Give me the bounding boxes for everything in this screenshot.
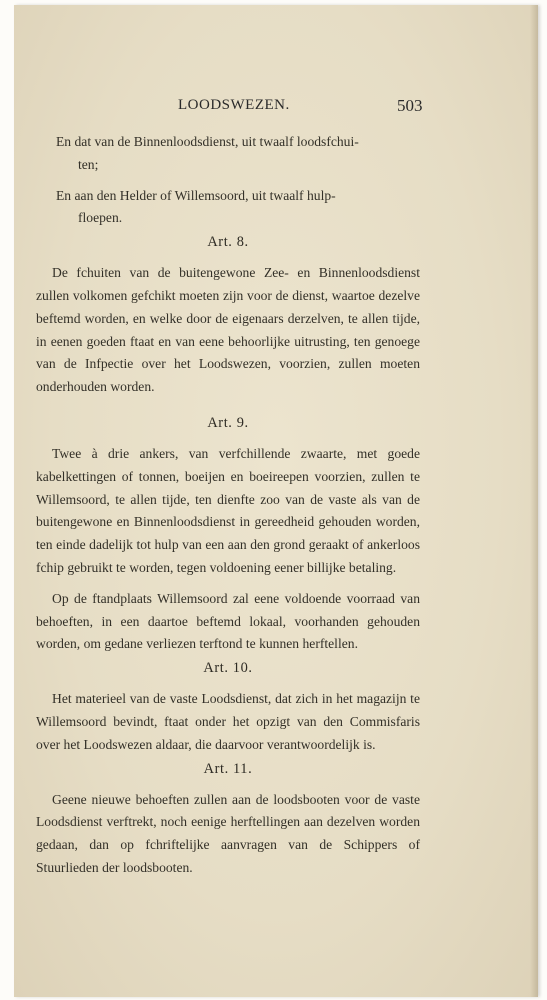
paragraph-helder (36, 185, 420, 231)
article-heading-9: Art. 9. (207, 414, 249, 431)
article-heading-11: Art. 11. (203, 760, 253, 777)
spacer (36, 435, 420, 443)
page-header (14, 97, 538, 121)
paragraph-article-11: Geene nieuwe behoeften zullen aan de loodsbooten voor de vaste Loodsdienst verftrekt, noch eenige herftellingen aan dezelven worden gedaan, dan op fchriftelijke aanvragen van de Schippers of Stuurlieden der loodsbooten. (36, 791, 420, 875)
paragraph-standplaats: Op de ftandplaats Willemsoord zal eene voldoende voorraad van behoeften, in een daartoe beftemd lokaal, voorhanden gehouden worden, om gedane verliezen terftond te kunnen herftellen. (36, 590, 420, 652)
page-number: 503 (397, 96, 423, 115)
paragraph-line: En dat van de Binnenloodsdienst, uit twaalf loodsfchui- (56, 134, 359, 149)
spacer (36, 580, 420, 588)
spacer (36, 680, 420, 688)
running-title: LOODSWEZEN. (178, 97, 290, 113)
page-edge-shadow (530, 5, 538, 997)
spacer (36, 254, 420, 262)
paragraph-binnenloodsdienst (36, 131, 420, 177)
spacer (36, 781, 420, 789)
paragraph-line: ten; (78, 156, 99, 172)
spacer (36, 399, 420, 411)
paragraph-article-9: Twee à drie ankers, van verfchillende zwaarte, met goede kabelkettingen of tonnen, boeijen en boeireepen voorzien, zullen te Willemsoord, te allen tijde, ten dienfte zoo van de vaste als van de buitengewone en Binnenloodsdienst in gereedheid gehouden worden, ten einde dadelijk tot hulp van een aan den grond geraakt of ankerloos fchip gebruikt te worden, tegen voldoening eener billijke betaling. (36, 445, 420, 575)
paragraph-line: floepen. (78, 210, 123, 226)
article-heading-8: Art. 8. (207, 234, 249, 251)
article-heading-10: Art. 10. (203, 660, 253, 677)
book-page (14, 5, 538, 997)
paragraph-article-8: De fchuiten van de buitengewone Zee- en Binnenloodsdienst zullen volkomen gefchikt moeten zijn voor de dienst, waartoe dezelve beftemd worden, en welke door de eigenaars derzelven, te allen tijde, in eenen goeden ftaat en van eene behoorlijke uitrusting, ten genoege van de Infpectie over het Loodswezen, voorzien, zullen moeten onderhouden worden. (36, 265, 420, 395)
paragraph-article-10: Het materieel van de vaste Loodsdienst, dat zich in het magazijn te Willemsoord bevindt, ftaat onder het opzigt van den Commisfaris over het Loodswezen aldaar, die daarvoor verantwoordelijk is. (36, 691, 420, 752)
paragraph-line: En aan den Helder of Willemsoord, uit twaalf hulp- (56, 187, 336, 203)
page-body (36, 131, 420, 880)
spacer (36, 177, 420, 185)
